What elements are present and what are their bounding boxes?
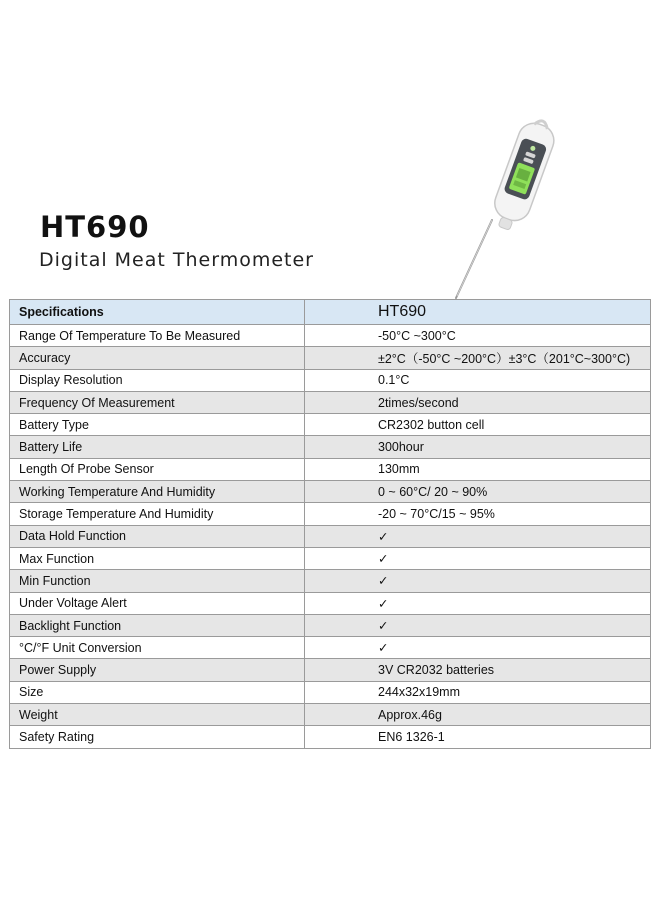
spec-value: Approx.46g [305, 704, 651, 726]
product-model-title: HT690 [40, 210, 150, 244]
spec-value: ✓ [305, 547, 651, 569]
spec-value: 244x32x19mm [305, 681, 651, 703]
spec-label: Frequency Of Measurement [10, 391, 305, 413]
product-subtitle: Digital Meat Thermometer [39, 249, 314, 271]
spec-label: Storage Temperature And Humidity [10, 503, 305, 525]
table-row [10, 547, 651, 569]
table-row [10, 592, 651, 614]
spec-label: Battery Life [10, 436, 305, 458]
table-row [10, 436, 651, 458]
spec-label: Weight [10, 704, 305, 726]
spec-label: Accuracy [10, 347, 305, 369]
table-row [10, 347, 651, 369]
table-row [10, 614, 651, 636]
spec-value: 130mm [305, 458, 651, 480]
spec-label: Size [10, 681, 305, 703]
table-row [10, 369, 651, 391]
table-row [10, 726, 651, 748]
spec-value: EN6 1326-1 [305, 726, 651, 748]
spec-value: ✓ [305, 614, 651, 636]
spec-label: Power Supply [10, 659, 305, 681]
table-row [10, 503, 651, 525]
spec-label: Under Voltage Alert [10, 592, 305, 614]
spec-value: 3V CR2032 batteries [305, 659, 651, 681]
spec-label: Backlight Function [10, 614, 305, 636]
table-row [10, 681, 651, 703]
spec-value: 2times/second [305, 391, 651, 413]
table-row [10, 414, 651, 436]
spec-label: Range Of Temperature To Be Measured [10, 325, 305, 347]
spec-value: 300hour [305, 436, 651, 458]
table-row [10, 481, 651, 503]
spec-label: Display Resolution [10, 369, 305, 391]
spec-value: ✓ [305, 570, 651, 592]
spec-value: ✓ [305, 637, 651, 659]
spec-value: ±2°C（-50°C ~200°C）±3°C（201°C~300°C) [305, 347, 651, 369]
table-row [10, 659, 651, 681]
table-row [10, 704, 651, 726]
spec-label: Max Function [10, 547, 305, 569]
spec-label: Safety Rating [10, 726, 305, 748]
table-row [10, 637, 651, 659]
spec-value: -50°C ~300°C [305, 325, 651, 347]
header-value-cell: HT690 [305, 300, 651, 325]
table-row [10, 525, 651, 547]
thermometer-image [440, 110, 580, 310]
spec-label: Data Hold Function [10, 525, 305, 547]
spec-label: Battery Type [10, 414, 305, 436]
specifications-table [9, 299, 651, 749]
table-row [10, 391, 651, 413]
spec-value: 0 ~ 60°C/ 20 ~ 90% [305, 481, 651, 503]
spec-label: Min Function [10, 570, 305, 592]
spec-label: Working Temperature And Humidity [10, 481, 305, 503]
table-row [10, 570, 651, 592]
spec-value: 0.1°C [305, 369, 651, 391]
spec-value: CR2302 button cell [305, 414, 651, 436]
spec-value: -20 ~ 70°C/15 ~ 95% [305, 503, 651, 525]
spec-label: °C/°F Unit Conversion [10, 637, 305, 659]
spec-value: ✓ [305, 525, 651, 547]
table-row [10, 325, 651, 347]
spec-label: Length Of Probe Sensor [10, 458, 305, 480]
spec-value: ✓ [305, 592, 651, 614]
table-row [10, 458, 651, 480]
table-header-row [10, 300, 651, 325]
header-label-cell: Specifications [10, 300, 305, 325]
